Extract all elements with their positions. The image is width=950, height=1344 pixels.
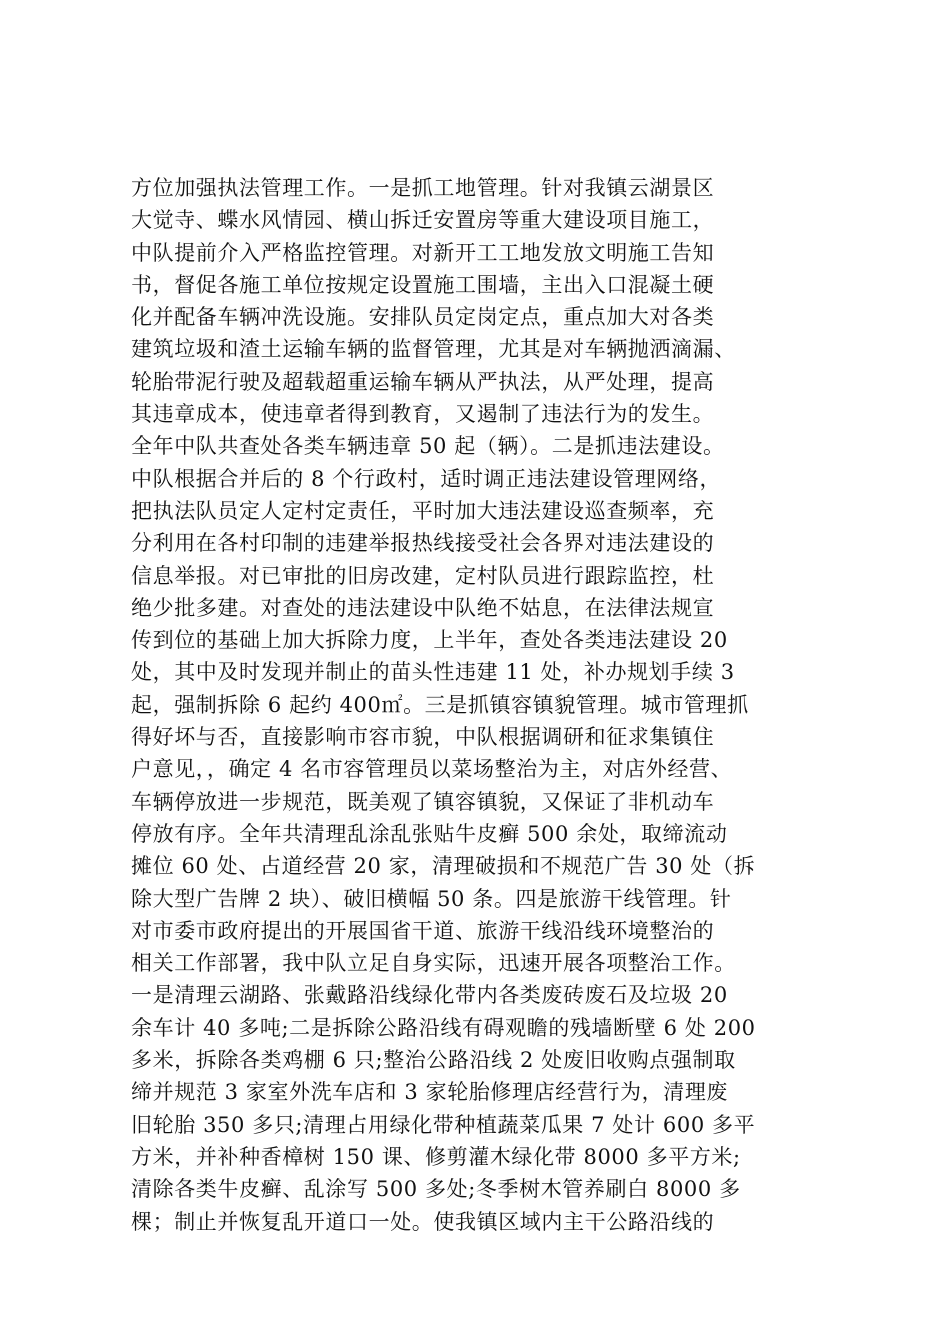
text-line: 旧轮胎 350 多只;清理占用绿化带种植蔬菜瓜果 7 处计 600 多平: [131, 1112, 756, 1137]
text-line: 清除各类牛皮癣、乱涂写 500 多处;冬季树木管养刷白 8000 多: [131, 1177, 741, 1202]
text-line: 多米，拆除各类鸡棚 6 只;整治公路沿线 2 处废旧收购点强制取: [131, 1048, 736, 1073]
text-line: 中队提前介入严格监控管理。对新开工工地发放文明施工告知: [131, 240, 715, 265]
text-line: 传到位的基础上加大拆除力度，上半年，查处各类违法建设 20: [131, 628, 728, 653]
text-line: 缔并规范 3 家室外洗车店和 3 家轮胎修理店经营行为，清理废: [131, 1080, 729, 1105]
text-line: 方米，并补种香樟树 150 课、修剪灌木绿化带 8000 多平方米;: [131, 1144, 741, 1169]
text-line: 车辆停放进一步规范，既美观了镇容镇貌，又保证了非机动车: [131, 789, 715, 814]
text-line: 处，其中及时发现并制止的苗头性违建 11 处，补办规划手续 3: [131, 660, 735, 685]
text-line: 信息举报。对已审批的旧房改建，定村队员进行跟踪监控，杜: [131, 563, 715, 588]
text-line: 一是清理云湖路、张戴路沿线绿化带内各类废砖废石及垃圾 20: [131, 983, 728, 1008]
text-line: 除大型广告牌 2 块）、破旧横幅 50 条。四是旅游干线管理。针: [131, 886, 732, 911]
text-line: 建筑垃圾和渣土运输车辆的监督管理，尤其是对车辆抛洒滴漏、: [131, 337, 736, 362]
text-line: 大觉寺、蝶水风情园、横山拆迁安置房等重大建设项目施工，: [131, 208, 715, 233]
text-line: 棵；制止并恢复乱开道口一处。使我镇区域内主干公路沿线的: [131, 1209, 715, 1234]
text-line: 停放有序。全年共清理乱涂乱张贴牛皮癣 500 余处，取缔流动: [131, 821, 728, 846]
text-line: 其违章成本，使违章者得到教育，又遏制了违法行为的发生。: [131, 402, 715, 427]
text-line: 余车计 40 多吨;二是拆除公路沿线有碍观瞻的残墙断壁 6 处 200: [131, 1015, 756, 1040]
text-line: 全年中队共查处各类车辆违章 50 起（辆）。二是抓违法建设。: [131, 434, 725, 459]
text-line: 化并配备车辆冲洗设施。安排队员定岗定点，重点加大对各类: [131, 305, 715, 330]
text-line: 摊位 60 处、占道经营 20 家，清理破损和不规范广告 30 处（拆: [131, 854, 756, 879]
text-line: 把执法队员定人定村定责任，平时加大违法建设巡查频率，充: [131, 498, 715, 523]
text-line: 相关工作部署，我中队立足自身实际，迅速开展各项整治工作。: [131, 951, 736, 976]
text-line: 户意见，，确定 4 名市容管理员以菜场整治为主，对店外经营、: [131, 757, 733, 782]
text-line: 轮胎带泥行驶及超载超重运输车辆从严执法，从严处理，提高: [131, 369, 715, 394]
text-line: 起，强制拆除 6 起约 400㎡。三是抓镇容镇貌管理。城市管理抓: [131, 692, 749, 717]
text-line: 对市委市政府提出的开展国省干道、旅游干线沿线环境整治的: [131, 918, 715, 943]
text-line: 中队根据合并后的 8 个行政村，适时调正违法建设管理网络，: [131, 466, 722, 491]
text-line: 方位加强执法管理工作。一是抓工地管理。针对我镇云湖景区: [131, 176, 715, 200]
body-paragraph: [131, 172, 831, 1238]
text-line: 绝少批多建。对查处的违法建设中队绝不姑息，在法律法规宣: [131, 595, 715, 620]
text-line: 书，督促各施工单位按规定设置施工围墙，主出入口混凝土硬: [131, 272, 715, 297]
text-line: 得好坏与否，直接影响市容市貌，中队根据调研和征求集镇住: [131, 725, 715, 750]
text-line: 分利用在各村印制的违建举报热线接受社会各界对违法建设的: [131, 531, 715, 556]
